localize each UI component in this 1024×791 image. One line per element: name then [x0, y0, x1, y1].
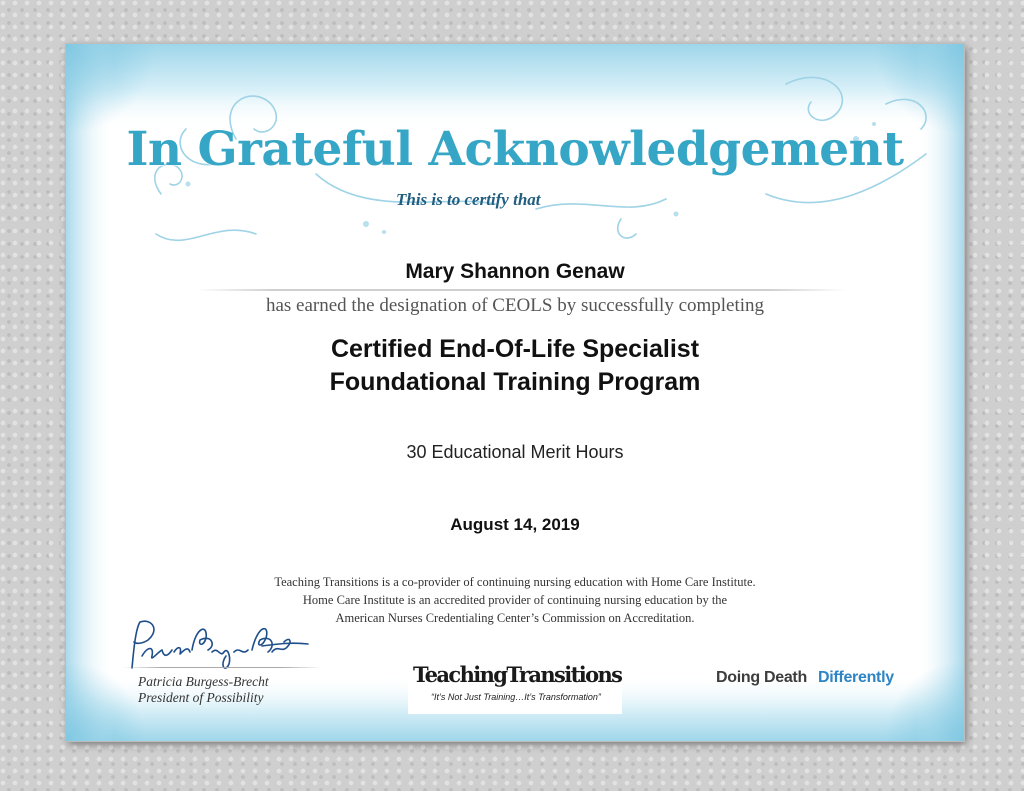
program-title	[66, 333, 964, 399]
certificate	[66, 44, 964, 741]
tagline-doing-death: Doing Death	[716, 669, 807, 686]
signature-line	[122, 667, 322, 668]
program-title-line-2: Foundational Training Program	[329, 368, 701, 396]
program-title-line-1: Certified End-Of-Life Specialist	[330, 335, 700, 363]
tagline-differently: Differently	[818, 669, 894, 686]
signer-block	[138, 674, 269, 706]
designation-statement: has earned the designation of CEOLS by successfully completing	[265, 295, 765, 316]
accreditation-line-3: American Nurses Credentialing Center’s Commission on Accreditation.	[335, 611, 695, 625]
award-date: August 14, 2019	[450, 515, 580, 534]
certificate-headline: In Grateful Acknowledgement	[126, 122, 904, 177]
recipient-name: Mary Shannon Genaw	[405, 260, 625, 283]
certify-subhead: This is to certify that	[396, 190, 541, 209]
name-underline	[196, 289, 846, 291]
logo-tagline: “It’s Not Just Training…It’s Transformation”	[431, 692, 601, 702]
signer-title: President of Possibility	[138, 690, 264, 705]
accreditation-line-2: Home Care Institute is an accredited provider of continuing nursing education by the	[302, 593, 728, 607]
merit-hours: 30 Educational Merit Hours	[406, 442, 624, 462]
signer-name: Patricia Burgess-Brecht	[138, 674, 269, 689]
accreditation-line-1: Teaching Transitions is a co-provider of continuing nursing education with Home Care Institute.	[274, 575, 756, 589]
logo-wordmark: TeachingTransitions	[413, 662, 622, 687]
